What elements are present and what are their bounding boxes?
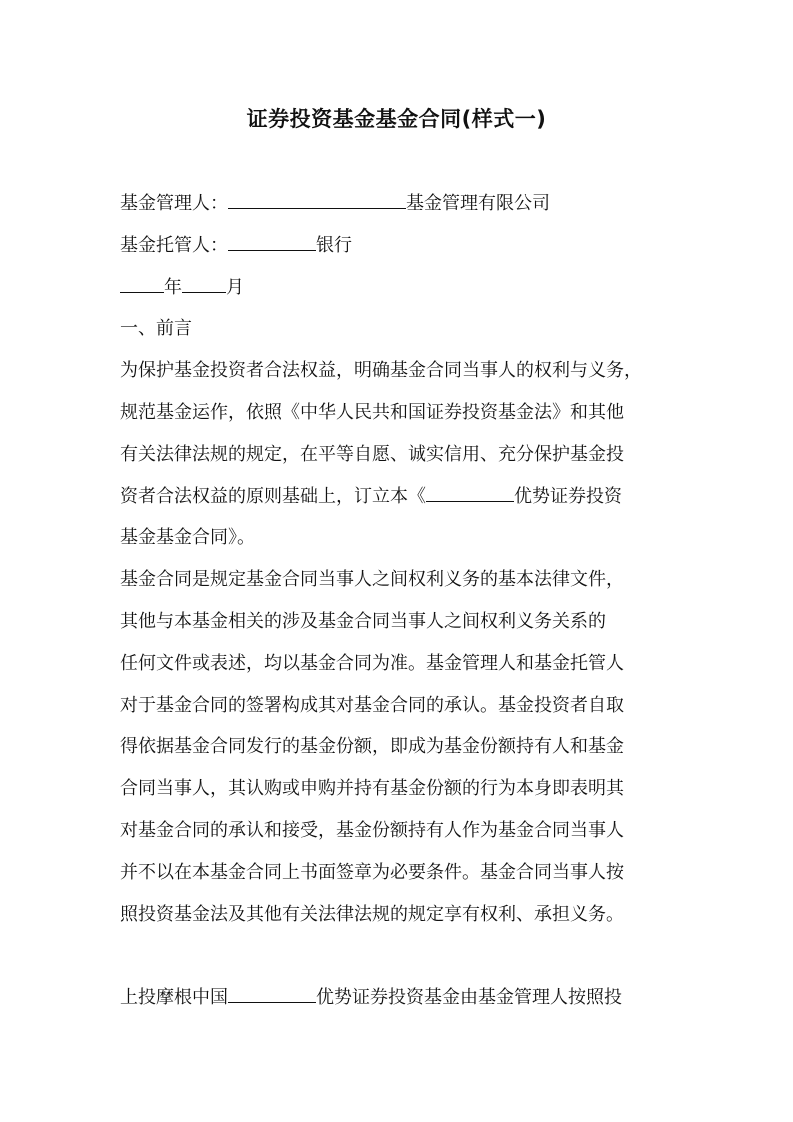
para2-line: 对基金合同的承认和接受，基金份额持有人作为基金合同当事人	[120, 819, 624, 841]
para3-line	[120, 977, 690, 1019]
month-blank	[182, 268, 226, 293]
para2-line: 对于基金合同的签署构成其对基金合同的承认。基金投资者自取	[120, 694, 624, 716]
para1-line: 规范基金运作，依照《中华人民共和国证券投资基金法》和其他	[120, 401, 624, 423]
para2-line: 任何文件或表述，均以基金合同为准。基金管理人和基金托管人	[120, 652, 624, 674]
year-blank	[120, 268, 164, 293]
para1-text: 优势证券投资	[514, 485, 622, 507]
custodian-suffix: 银行	[316, 234, 352, 256]
manager-line	[120, 183, 690, 225]
document-body	[120, 183, 690, 1019]
para3-prefix: 上投摩根中国	[120, 987, 228, 1009]
date-month: 月	[226, 276, 244, 298]
document-title: 证券投资基金基金合同(样式一)	[246, 107, 547, 131]
section-heading: 一、前言	[120, 318, 192, 340]
para1-line: 为保护基金投资者合法权益，明确基金合同当事人的权利与义务，	[120, 360, 642, 382]
para1-line: 有关法律法规的规定，在平等自愿、诚实信用、充分保护基金投	[120, 443, 624, 465]
para2-line: 合同当事人，其认购或申购并持有基金份额的行为本身即表明其	[120, 778, 624, 800]
paragraph-spacer	[120, 935, 690, 977]
para2-line: 基金合同是规定基金合同当事人之间权利义务的基本法律文件，	[120, 569, 624, 591]
para1-line-with-blank	[120, 476, 690, 518]
para3-blank	[228, 978, 316, 1003]
para2-line: 其他与本基金相关的涉及基金合同当事人之间权利义务关系的	[120, 610, 606, 632]
para1-text: 资者合法权益的原则基础上，订立本《	[120, 485, 426, 507]
date-year: 年	[164, 276, 182, 298]
para3-suffix: 优势证券投资基金由基金管理人按照投	[316, 987, 622, 1009]
para2-line: 并不以在本基金合同上书面签章为必要条件。基金合同当事人按	[120, 861, 624, 883]
manager-label: 基金管理人：	[120, 193, 228, 214]
custodian-line	[120, 225, 690, 267]
para2-line: 得依据基金合同发行的基金份额，即成为基金份额持有人和基金	[120, 736, 624, 758]
date-line	[120, 267, 690, 309]
manager-suffix: 基金管理有限公司	[406, 193, 550, 214]
para2-line: 照投资基金法及其他有关法律法规的规定享有权利、承担义务。	[120, 903, 624, 925]
fund-name-blank	[426, 477, 514, 502]
para1-line: 基金基金合同》。	[120, 527, 255, 549]
custodian-label: 基金托管人：	[120, 234, 228, 256]
custodian-blank	[228, 226, 316, 251]
manager-blank	[228, 184, 406, 209]
